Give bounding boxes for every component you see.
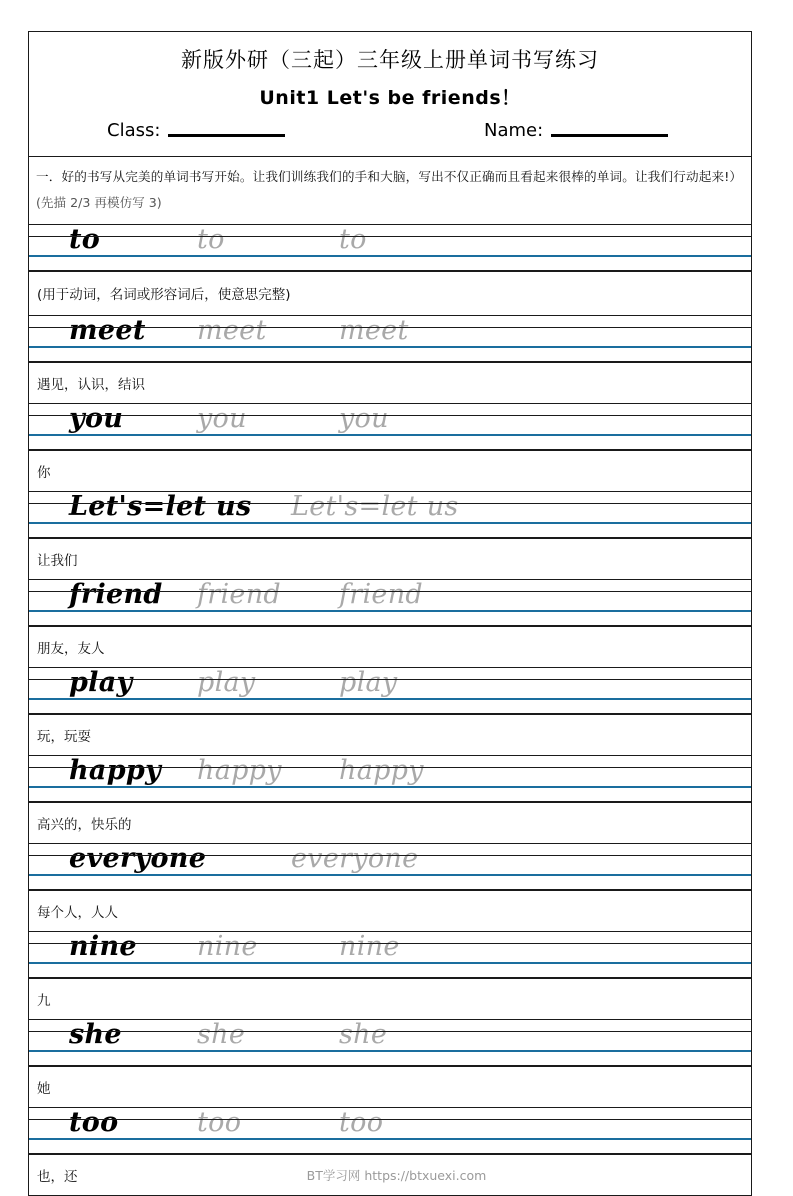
word-trace[interactable]: to: [339, 223, 367, 255]
word-trace[interactable]: meet: [197, 314, 267, 346]
guide-midline: [29, 1050, 751, 1052]
word-trace[interactable]: everyone: [291, 842, 419, 874]
word-model: she: [69, 1018, 122, 1050]
word-trace[interactable]: friend: [197, 578, 281, 610]
word-meaning: 也，还: [37, 1168, 78, 1185]
practice-row[interactable]: [29, 403, 751, 450]
word-meaning: 遇见，认识，结识: [37, 376, 145, 393]
worksheet-sheet: [28, 31, 752, 1196]
word-trace[interactable]: meet: [339, 314, 409, 346]
word-model: play: [69, 666, 133, 698]
word-meaning: 让我们: [37, 552, 78, 569]
word-trace[interactable]: she: [197, 1018, 246, 1050]
practice-row[interactable]: [29, 755, 751, 802]
word-trace[interactable]: too: [197, 1106, 242, 1138]
meaning-row: [29, 450, 751, 491]
practice-row[interactable]: [29, 224, 751, 271]
word-trace[interactable]: you: [197, 402, 247, 434]
word-meaning: 九: [37, 992, 51, 1009]
word-trace[interactable]: too: [339, 1106, 384, 1138]
class-label: Class:: [107, 120, 161, 142]
meaning-row: [29, 1066, 751, 1107]
meaning-row: [29, 1154, 751, 1195]
word-trace[interactable]: nine: [339, 930, 400, 962]
meaning-row: [29, 802, 751, 843]
word-model: everyone: [69, 842, 207, 874]
word-meaning: 朋友，友人: [37, 640, 105, 657]
guide-midline: [29, 698, 751, 700]
practice-rows: [29, 224, 751, 1195]
meaning-row: [29, 271, 751, 315]
practice-row[interactable]: [29, 491, 751, 538]
guide-midline: [29, 610, 751, 612]
practice-row[interactable]: [29, 931, 751, 978]
word-meaning: 玩，玩耍: [37, 728, 91, 745]
word-model: meet: [69, 314, 146, 346]
word-trace[interactable]: happy: [197, 754, 282, 786]
meaning-row: [29, 626, 751, 667]
instruction-hint: (先描 2/3 再模仿写 3): [36, 195, 162, 211]
meaning-row: [29, 538, 751, 579]
practice-row[interactable]: [29, 579, 751, 626]
site-watermark: BT学习网 https://btxuexi.com: [306, 1168, 487, 1184]
word-meaning: 高兴的，快乐的: [37, 816, 132, 833]
meaning-row: [29, 714, 751, 755]
word-trace[interactable]: you: [339, 402, 389, 434]
name-input-rule[interactable]: [551, 134, 668, 137]
practice-row[interactable]: [29, 1107, 751, 1154]
instruction-line-2: 单词。让我们行动起来!）: [596, 169, 742, 185]
unit-subtitle: Unit1 Let's be friends！: [259, 87, 521, 110]
instruction-line-1: 一．好的书写从完美的单词书写开始。让我们训练我们的手和大脑，写出不仅正确而且看起来很棒的: [36, 169, 597, 185]
guide-midline: [29, 255, 751, 257]
name-field[interactable]: [484, 122, 668, 140]
word-model: too: [69, 1106, 119, 1138]
guide-midline: [29, 786, 751, 788]
meaning-row: [29, 362, 751, 403]
word-meaning: 你: [37, 464, 51, 481]
practice-row[interactable]: [29, 315, 751, 362]
word-meaning: (用于动词，名词或形容词后，使意思完整): [37, 287, 291, 304]
instruction-block: [29, 156, 751, 224]
meaning-row: [29, 890, 751, 931]
page-title: 新版外研（三起）三年级上册单词书写练习: [181, 48, 599, 72]
word-model: friend: [69, 578, 163, 610]
student-info-row: [29, 112, 751, 156]
word-meaning: 她: [37, 1080, 51, 1097]
practice-row[interactable]: [29, 843, 751, 890]
meaning-row: [29, 978, 751, 1019]
word-trace[interactable]: Let's=let us: [291, 490, 459, 522]
word-trace[interactable]: she: [339, 1018, 388, 1050]
word-meaning: 每个人，人人: [37, 904, 118, 921]
name-label: Name:: [484, 120, 544, 142]
word-trace[interactable]: to: [197, 223, 225, 255]
word-trace[interactable]: friend: [339, 578, 423, 610]
word-trace[interactable]: play: [339, 666, 398, 698]
guide-midline: [29, 434, 751, 436]
guide-midline: [29, 962, 751, 964]
word-model: happy: [69, 754, 162, 786]
guide-midline: [29, 522, 751, 524]
word-model: you: [69, 402, 124, 434]
guide-midline: [29, 1138, 751, 1140]
word-trace[interactable]: nine: [197, 930, 258, 962]
word-model: to: [69, 223, 101, 255]
practice-row[interactable]: [29, 1019, 751, 1066]
practice-row[interactable]: [29, 667, 751, 714]
word-trace[interactable]: happy: [339, 754, 424, 786]
guide-midline: [29, 874, 751, 876]
word-model: Let's=let us: [69, 490, 252, 522]
word-trace[interactable]: play: [197, 666, 256, 698]
class-field[interactable]: [107, 122, 285, 140]
guide-midline: [29, 346, 751, 348]
word-model: nine: [69, 930, 137, 962]
class-input-rule[interactable]: [168, 134, 285, 137]
